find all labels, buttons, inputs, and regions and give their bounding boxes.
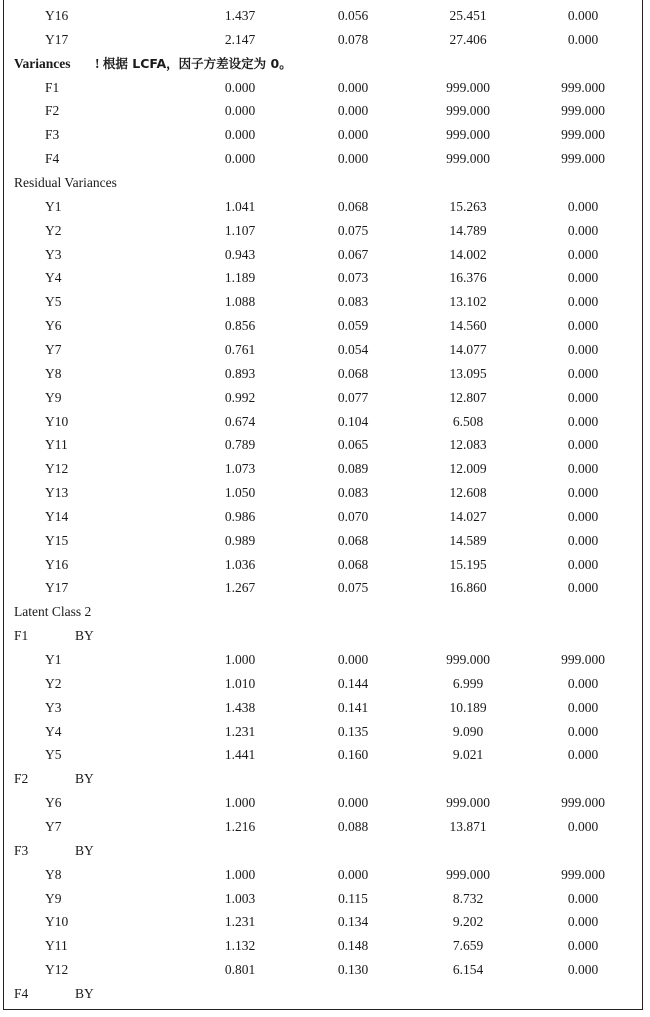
table-row bbox=[0, 578, 650, 598]
est-se-value: 14.789 bbox=[449, 222, 487, 238]
se-value: 0.059 bbox=[337, 318, 369, 334]
p-value: 0.000 bbox=[567, 461, 599, 477]
comment-text: 根据 LCFA，因子方差设定为 0。 bbox=[102, 55, 292, 71]
table-row bbox=[0, 292, 650, 312]
est-se-value: 12.009 bbox=[449, 461, 487, 477]
indicator-label: Y3 bbox=[45, 699, 62, 715]
est-se-value: 6.999 bbox=[452, 675, 484, 691]
est-se-value: 9.202 bbox=[452, 914, 484, 930]
table-row bbox=[0, 197, 650, 217]
indicator-label: Y9 bbox=[45, 890, 62, 906]
estimate-value: 0.992 bbox=[224, 389, 256, 405]
est-se-value: 12.608 bbox=[449, 485, 487, 500]
indicator-label: Y7 bbox=[45, 818, 62, 834]
table-row bbox=[0, 912, 650, 932]
table-row bbox=[0, 507, 650, 527]
indicator-label: Y8 bbox=[45, 365, 62, 381]
table-row bbox=[0, 459, 650, 479]
p-value: 999.000 bbox=[561, 103, 605, 119]
table-row bbox=[0, 483, 650, 503]
table-row bbox=[0, 101, 650, 121]
se-value: 0.068 bbox=[337, 198, 369, 214]
indicator-label: Y6 bbox=[45, 318, 62, 334]
table-row bbox=[0, 817, 650, 837]
comment-mark: ! bbox=[95, 55, 100, 71]
estimate-value: 1.003 bbox=[224, 890, 256, 906]
estimate-value: 1.088 bbox=[224, 294, 256, 310]
est-se-value: 15.263 bbox=[449, 198, 487, 214]
p-value: 0.000 bbox=[567, 365, 599, 381]
table-row bbox=[0, 650, 650, 670]
p-value: 0.000 bbox=[567, 556, 599, 572]
p-value: 0.000 bbox=[567, 723, 599, 739]
se-value: 0.056 bbox=[337, 8, 369, 23]
indicator-label: Y12 bbox=[45, 962, 69, 977]
estimate-value: 0.943 bbox=[224, 246, 256, 262]
est-se-value: 8.732 bbox=[452, 890, 484, 906]
estimate-value: 1.000 bbox=[224, 652, 256, 667]
p-value: 999.000 bbox=[561, 866, 605, 882]
indicator-label: Y4 bbox=[45, 270, 62, 286]
indicator-label: F2 bbox=[45, 103, 60, 119]
se-value: 0.160 bbox=[337, 747, 369, 763]
estimate-value: 0.000 bbox=[224, 151, 256, 167]
by-keyword: BY bbox=[75, 628, 94, 644]
se-value: 0.141 bbox=[337, 699, 369, 715]
se-value: 0.054 bbox=[337, 341, 369, 357]
indicator-label: Y5 bbox=[45, 294, 62, 310]
estimate-value: 0.761 bbox=[224, 341, 256, 357]
estimate-value: 1.000 bbox=[224, 866, 256, 882]
est-se-value: 12.807 bbox=[449, 389, 487, 405]
estimate-value: 1.107 bbox=[224, 222, 256, 238]
table-row bbox=[0, 555, 650, 575]
p-value: 0.000 bbox=[567, 890, 599, 906]
est-se-value: 6.508 bbox=[452, 413, 484, 429]
se-value: 0.088 bbox=[337, 818, 369, 834]
section-header-variances bbox=[0, 54, 650, 74]
indicator-label: Y2 bbox=[45, 222, 62, 238]
p-value: 0.000 bbox=[567, 8, 599, 23]
se-value: 0.000 bbox=[337, 795, 369, 811]
table-row bbox=[0, 865, 650, 885]
section-header-latent-class bbox=[0, 602, 650, 622]
estimate-value: 0.989 bbox=[224, 532, 256, 548]
est-se-value: 25.451 bbox=[449, 8, 487, 23]
table-row bbox=[0, 125, 650, 145]
est-se-value: 10.189 bbox=[449, 699, 487, 715]
estimate-value: 1.132 bbox=[224, 938, 256, 954]
se-value: 0.077 bbox=[337, 389, 369, 405]
table-row bbox=[0, 412, 650, 432]
indicator-label: Y2 bbox=[45, 675, 62, 691]
est-se-value: 999.000 bbox=[446, 79, 490, 95]
factor-name: F3 bbox=[14, 842, 29, 858]
p-value: 0.000 bbox=[567, 532, 599, 548]
estimate-value: 0.000 bbox=[224, 79, 256, 95]
estimate-value: 1.000 bbox=[224, 795, 256, 811]
p-value: 0.000 bbox=[567, 246, 599, 262]
se-value: 0.083 bbox=[337, 485, 369, 500]
table-row bbox=[0, 531, 650, 551]
est-se-value: 9.021 bbox=[452, 747, 484, 763]
est-se-value: 999.000 bbox=[446, 652, 490, 667]
est-se-value: 999.000 bbox=[446, 866, 490, 882]
by-keyword: BY bbox=[75, 985, 94, 1001]
estimate-value: 1.010 bbox=[224, 675, 256, 691]
table-row bbox=[0, 936, 650, 956]
se-value: 0.134 bbox=[337, 914, 369, 930]
est-se-value: 6.154 bbox=[452, 962, 484, 977]
p-value: 0.000 bbox=[567, 818, 599, 834]
p-value: 0.000 bbox=[567, 437, 599, 453]
indicator-label: Y12 bbox=[45, 461, 69, 477]
indicator-label: Y1 bbox=[45, 652, 62, 667]
indicator-label: Y8 bbox=[45, 866, 62, 882]
indicator-label: Y17 bbox=[45, 31, 69, 47]
est-se-value: 16.860 bbox=[449, 580, 487, 596]
estimate-value: 0.856 bbox=[224, 318, 256, 334]
indicator-label: F3 bbox=[45, 127, 60, 143]
p-value: 0.000 bbox=[567, 389, 599, 405]
by-keyword: BY bbox=[75, 842, 94, 858]
indicator-label: Y1 bbox=[45, 198, 62, 214]
table-row bbox=[0, 793, 650, 813]
p-value: 0.000 bbox=[567, 198, 599, 214]
se-value: 0.067 bbox=[337, 246, 369, 262]
estimate-value: 1.216 bbox=[224, 818, 256, 834]
est-se-value: 999.000 bbox=[446, 151, 490, 167]
est-se-value: 16.376 bbox=[449, 270, 487, 286]
section-title: Residual Variances bbox=[14, 175, 117, 190]
se-value: 0.089 bbox=[337, 461, 369, 477]
table-row bbox=[0, 245, 650, 265]
indicator-label: F1 bbox=[45, 79, 60, 95]
estimate-value: 1.437 bbox=[224, 8, 256, 23]
est-se-value: 999.000 bbox=[446, 795, 490, 811]
p-value: 0.000 bbox=[567, 962, 599, 977]
est-se-value: 13.102 bbox=[449, 294, 487, 310]
estimate-value: 1.073 bbox=[224, 461, 256, 477]
est-se-value: 27.406 bbox=[449, 31, 487, 47]
estimate-value: 0.893 bbox=[224, 365, 256, 381]
estimate-value: 0.000 bbox=[224, 103, 256, 119]
p-value: 0.000 bbox=[567, 938, 599, 954]
estimate-value: 1.231 bbox=[224, 914, 256, 930]
p-value: 0.000 bbox=[567, 222, 599, 238]
estimate-value: 1.189 bbox=[224, 270, 256, 286]
by-keyword: BY bbox=[75, 771, 94, 787]
se-value: 0.000 bbox=[337, 866, 369, 882]
p-value: 999.000 bbox=[561, 151, 605, 167]
estimate-value: 1.231 bbox=[224, 723, 256, 739]
indicator-label: Y16 bbox=[45, 556, 69, 572]
estimate-value: 1.036 bbox=[224, 556, 256, 572]
se-value: 0.068 bbox=[337, 556, 369, 572]
p-value: 999.000 bbox=[561, 795, 605, 811]
estimate-value: 0.789 bbox=[224, 437, 256, 453]
se-value: 0.130 bbox=[337, 962, 369, 977]
p-value: 0.000 bbox=[567, 341, 599, 357]
estimate-value: 1.050 bbox=[224, 485, 256, 500]
factor-name: F2 bbox=[14, 771, 29, 787]
comment-note bbox=[95, 54, 292, 74]
table-row bbox=[0, 889, 650, 909]
est-se-value: 999.000 bbox=[446, 103, 490, 119]
factor-name: F1 bbox=[14, 628, 29, 644]
estimate-value: 1.438 bbox=[224, 699, 256, 715]
indicator-label: Y10 bbox=[45, 413, 69, 429]
table-row bbox=[0, 30, 650, 50]
estimate-value: 0.000 bbox=[224, 127, 256, 143]
estimate-value: 0.986 bbox=[224, 508, 256, 524]
indicator-label: Y5 bbox=[45, 747, 62, 763]
est-se-value: 12.083 bbox=[449, 437, 487, 453]
section-header-residual-variances bbox=[0, 173, 650, 193]
se-value: 0.000 bbox=[337, 79, 369, 95]
se-value: 0.000 bbox=[337, 652, 369, 667]
indicator-label: Y15 bbox=[45, 532, 69, 548]
p-value: 999.000 bbox=[561, 652, 605, 667]
est-se-value: 14.002 bbox=[449, 246, 487, 262]
se-value: 0.083 bbox=[337, 294, 369, 310]
se-value: 0.065 bbox=[337, 437, 369, 453]
se-value: 0.075 bbox=[337, 580, 369, 596]
table-row bbox=[0, 722, 650, 742]
indicator-label: Y16 bbox=[45, 8, 69, 23]
se-value: 0.000 bbox=[337, 103, 369, 119]
se-value: 0.000 bbox=[337, 151, 369, 167]
p-value: 0.000 bbox=[567, 675, 599, 691]
table-row bbox=[0, 674, 650, 694]
p-value: 0.000 bbox=[567, 508, 599, 524]
est-se-value: 13.095 bbox=[449, 365, 487, 381]
table-row bbox=[0, 698, 650, 718]
p-value: 0.000 bbox=[567, 294, 599, 310]
indicator-label: Y4 bbox=[45, 723, 62, 739]
table-row bbox=[0, 6, 650, 26]
factor-name: F4 bbox=[14, 985, 29, 1001]
table-row bbox=[0, 316, 650, 336]
p-value: 0.000 bbox=[567, 270, 599, 286]
section-title: Variances bbox=[14, 55, 71, 71]
se-value: 0.000 bbox=[337, 127, 369, 143]
p-value: 0.000 bbox=[567, 699, 599, 715]
est-se-value: 15.195 bbox=[449, 556, 487, 572]
p-value: 0.000 bbox=[567, 31, 599, 47]
se-value: 0.135 bbox=[337, 723, 369, 739]
se-value: 0.075 bbox=[337, 222, 369, 238]
se-value: 0.070 bbox=[337, 508, 369, 524]
est-se-value: 999.000 bbox=[446, 127, 490, 143]
indicator-label: Y11 bbox=[45, 437, 68, 453]
est-se-value: 14.027 bbox=[449, 508, 487, 524]
indicator-label: F4 bbox=[45, 151, 60, 167]
table-row bbox=[0, 364, 650, 384]
est-se-value: 7.659 bbox=[452, 938, 484, 954]
estimate-value: 1.267 bbox=[224, 580, 256, 596]
se-value: 0.144 bbox=[337, 675, 369, 691]
indicator-label: Y11 bbox=[45, 938, 68, 954]
estimate-value: 1.041 bbox=[224, 198, 256, 214]
factor-header bbox=[0, 841, 650, 861]
estimate-value: 1.441 bbox=[224, 747, 256, 763]
est-se-value: 14.560 bbox=[449, 318, 487, 334]
table-row bbox=[0, 221, 650, 241]
p-value: 0.000 bbox=[567, 914, 599, 930]
indicator-label: Y3 bbox=[45, 246, 62, 262]
estimate-value: 0.674 bbox=[224, 413, 256, 429]
est-se-value: 14.077 bbox=[449, 341, 487, 357]
indicator-label: Y6 bbox=[45, 795, 62, 811]
indicator-label: Y10 bbox=[45, 914, 69, 930]
table-row bbox=[0, 268, 650, 288]
indicator-label: Y13 bbox=[45, 485, 69, 500]
p-value: 999.000 bbox=[561, 127, 605, 143]
estimate-value: 0.801 bbox=[224, 962, 256, 977]
p-value: 0.000 bbox=[567, 580, 599, 596]
est-se-value: 14.589 bbox=[449, 532, 487, 548]
indicator-label: Y9 bbox=[45, 389, 62, 405]
se-value: 0.115 bbox=[338, 890, 368, 906]
table-row bbox=[0, 388, 650, 408]
se-value: 0.068 bbox=[337, 365, 369, 381]
p-value: 999.000 bbox=[561, 79, 605, 95]
table-row bbox=[0, 78, 650, 98]
est-se-value: 13.871 bbox=[449, 818, 487, 834]
p-value: 0.000 bbox=[567, 413, 599, 429]
p-value: 0.000 bbox=[567, 747, 599, 763]
factor-header bbox=[0, 769, 650, 789]
table-row bbox=[0, 960, 650, 980]
se-value: 0.073 bbox=[337, 270, 369, 286]
indicator-label: Y7 bbox=[45, 341, 62, 357]
table-row bbox=[0, 149, 650, 169]
se-value: 0.104 bbox=[337, 413, 369, 429]
est-se-value: 9.090 bbox=[452, 723, 484, 739]
table-row bbox=[0, 745, 650, 765]
indicator-label: Y17 bbox=[45, 580, 69, 596]
se-value: 0.078 bbox=[337, 31, 369, 47]
se-value: 0.148 bbox=[337, 938, 369, 954]
p-value: 0.000 bbox=[567, 318, 599, 334]
table-row bbox=[0, 340, 650, 360]
p-value: 0.000 bbox=[567, 485, 599, 500]
factor-header bbox=[0, 626, 650, 646]
table-row bbox=[0, 435, 650, 455]
section-title: Latent Class 2 bbox=[14, 604, 92, 620]
estimate-value: 2.147 bbox=[224, 31, 256, 47]
se-value: 0.068 bbox=[337, 532, 369, 548]
indicator-label: Y14 bbox=[45, 508, 69, 524]
factor-header bbox=[0, 984, 650, 1004]
